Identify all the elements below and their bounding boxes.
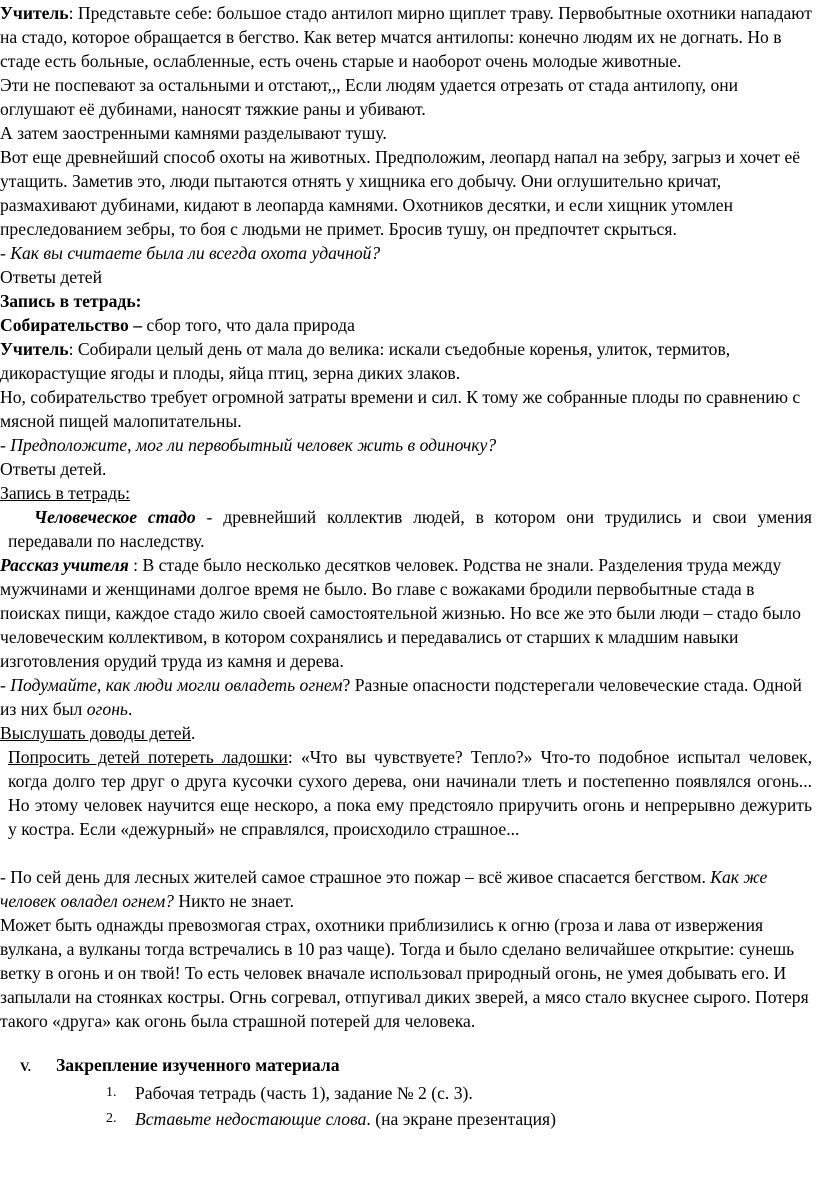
children-answers-2: Ответы детей. bbox=[0, 459, 107, 479]
item-text: . (на экране презентация) bbox=[366, 1109, 556, 1129]
dash: - bbox=[0, 675, 11, 695]
rub-text: : «Что вы чувствуете? Тепло?» Что-то подобное испытал человек, когда долго тер друг о друга кусочки сухого дерева, они начинали тлеть и постепенно появлялся огонь... Но этому человек научится еще нескоро, а пока ему предстояло приручить огонь и непрерывно дежурить у костра. Если «дежурный» не справлялся, происходило страшное... bbox=[8, 747, 812, 839]
period: . bbox=[191, 723, 196, 743]
note-heading: Запись в тетрадь: bbox=[0, 291, 142, 311]
section-heading bbox=[20, 1053, 812, 1079]
section-consolidation bbox=[0, 1053, 812, 1133]
paragraph-leopard: Вот еще древнейший способ охоты на животных. Предположим, леопард напал на зебру, загрыз и хочет её утащить. Заметив это, люди пытаются отнять у хищника его добычу. Они оглушительно кричат, размахивают дубинами, кидают в леопарда камнями. Охотников десятки, и если хищник утомлен преследованием зебры, то боя с людьми не примет. Бросив тушу, он предпочтет скрыться. bbox=[0, 147, 801, 239]
story-label: Рассказ учителя bbox=[0, 555, 129, 575]
definition-text: сбор того, что дала природа bbox=[142, 315, 355, 335]
dash: - bbox=[0, 435, 11, 455]
definition-human-herd bbox=[0, 505, 812, 553]
definition-gathering bbox=[0, 313, 812, 337]
teacher-paragraph-1 bbox=[0, 1, 812, 73]
question-text: Подумайте, как люди могли овладеть огнем bbox=[10, 675, 343, 695]
paragraph-gathering-cost: Но, собирательство требует огромной затраты времени и сил. К тому же собранные плоды по сравнению с мясной пищей малопитательны. bbox=[0, 387, 801, 431]
definition-term: Человеческое стадо bbox=[34, 507, 196, 527]
section-title: Закрепление изученного материала bbox=[56, 1055, 340, 1075]
question-text: Как же человек овладел огнем? bbox=[0, 867, 768, 911]
section-number: V. bbox=[20, 1059, 31, 1074]
paragraph-antelope-fall: Эти не поспевают за остальными и отстают,,, Если людям удается отрезать от стада антилопу, они оглушают её дубинами, наносят тяжкие раны и убивают. bbox=[0, 75, 739, 119]
paragraph-text: : Собирали целый день от мала до велика: искали съедобные коренья, улиток, термитов, дикорастущие ягоды и плоды, яйца птиц, зерна диких злаков. bbox=[0, 339, 731, 383]
paragraph-butcher: А затем заостренными камнями разделывают тушу. bbox=[0, 123, 387, 143]
fire-word: огонь bbox=[86, 699, 128, 719]
item-text: Рабочая тетрадь (часть 1), задание № 2 (с. 3). bbox=[135, 1083, 473, 1103]
listen-text: Выслушать доводы детей bbox=[0, 723, 192, 743]
list-item bbox=[20, 1107, 812, 1133]
definition-text: - древнейший коллектив людей, в котором они трудились и свои умения передавали по наследству. bbox=[8, 507, 812, 551]
speaker-label: Учитель bbox=[0, 339, 69, 359]
question-text: Как вы считаете была ли всегда охота удачной? bbox=[10, 243, 381, 263]
notebook-note-2: Запись в тетрадь: bbox=[0, 483, 131, 503]
listen-instruction bbox=[0, 721, 812, 745]
item-italic-text: Вставьте недостающие слова bbox=[135, 1109, 367, 1129]
item-number: 2. bbox=[106, 1111, 117, 1126]
question-fire bbox=[0, 673, 812, 721]
speaker-label: Учитель bbox=[0, 3, 69, 23]
children-answers: Ответы детей bbox=[0, 267, 102, 287]
paragraph-end: Никто не знает. bbox=[173, 891, 294, 911]
question-hunting bbox=[0, 241, 812, 265]
spacer bbox=[0, 841, 812, 865]
question-text: Предположите, мог ли первобытный человек жить в одиночку? bbox=[10, 435, 497, 455]
rub-hands-paragraph bbox=[0, 745, 812, 841]
task-list bbox=[20, 1081, 812, 1133]
rub-instruction: Попросить детей потереть ладошки bbox=[8, 747, 288, 767]
paragraph-text: : Представьте себе: большое стадо антилоп мирно щиплет траву. Первобытные охотники нападают на стадо, которое обращается в бегство. Как ветер мчатся антилопы: конечно людям их не догнать. Но в стаде есть больные, ослабленные, есть очень старые и наоборот очень молодые животные. bbox=[0, 3, 812, 71]
question-continuation: ? Разные опасности подстерегали человеческие стада. Одной из них был bbox=[0, 675, 802, 719]
dash: - bbox=[0, 243, 11, 263]
paragraph-discovery: Может быть однажды превозмогая страх, охотники приблизились к огню (гроза и лава от извержения вулкана, а вулканы тогда встречались в 10 раз чаще). Тогда и было сделано величайшее открытие: сунешь ветку в огонь и он твой! То есть человек вначале использовал природный огонь, не умея добывать его. И запылали на стоянках костры. Огнь согревал, отпугивал диких зверей, а мясо стало вкуснее сырого. Потеря такого «друга» как огонь была страшной потерей для человека. bbox=[0, 915, 809, 1031]
teacher-paragraph-2 bbox=[0, 337, 812, 385]
definition-term: Собирательство – bbox=[0, 315, 143, 335]
paragraph-forest-fire bbox=[0, 865, 812, 913]
question-alone bbox=[0, 433, 812, 457]
teacher-story bbox=[0, 553, 812, 673]
notebook-note-1 bbox=[0, 289, 812, 313]
item-number: 1. bbox=[106, 1085, 117, 1100]
paragraph-text: - По сей день для лесных жителей самое страшное это пожар – всё живое спасается бегством. bbox=[0, 867, 711, 887]
list-item bbox=[20, 1081, 812, 1107]
story-text: : В стаде было несколько десятков человек. Родства не знали. Разделения труда между мужчинами и женщинами долгое время не было. Во главе с вожаками бродили первобытные стада в поисках пищи, каждое стадо жило своей самостоятельной жизнью. Но все же это были люди – стадо было человеческим коллективом, в котором сохранялись и передавались от старших к младшим навыки изготовления орудий труда из камня и дерева. bbox=[0, 555, 801, 671]
period: . bbox=[127, 699, 133, 719]
